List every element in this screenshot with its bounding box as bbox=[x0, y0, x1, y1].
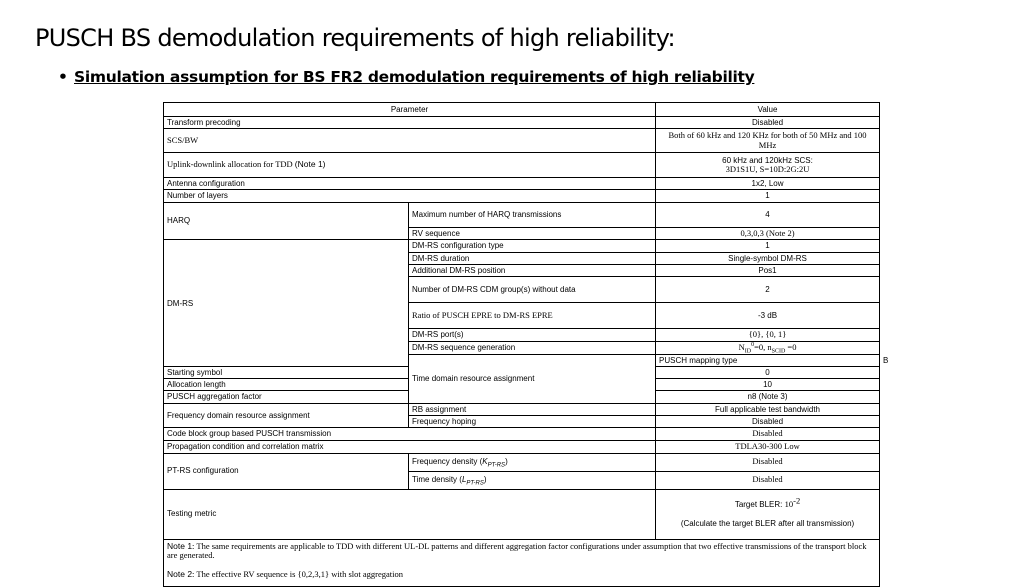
note-1-label: Note 1 bbox=[167, 540, 193, 551]
param-value: Disabled bbox=[656, 471, 880, 489]
param-label bbox=[409, 471, 656, 489]
note-1 bbox=[167, 542, 876, 562]
ptrs-freq-sub: PT-RS bbox=[487, 463, 506, 470]
param-label: PUSCH mapping type bbox=[656, 354, 880, 366]
slide-bullet bbox=[58, 68, 754, 86]
ptrs-freq-k: K bbox=[482, 457, 488, 467]
ptrs-time-text: Time density ( bbox=[412, 475, 462, 485]
bullet-text: Simulation assumption for BS FR2 demodulation requirements of high reliability bbox=[74, 68, 755, 86]
table-notes bbox=[164, 539, 880, 586]
testing-value-line1 bbox=[659, 495, 876, 510]
simulation-assumption-table bbox=[163, 102, 889, 587]
seq-mid: =0, n bbox=[754, 342, 772, 352]
table-row: Time domain resource assignment PUSCH mapping type B bbox=[164, 354, 880, 366]
note-1-text: : The same requirements are applicable to TDD with different UL-DL patterns and different aggregation factor configurations under assumption that two effective transmissions of the transport block are generated. bbox=[167, 540, 867, 561]
param-label: Frequency hoping bbox=[409, 415, 656, 427]
param-value bbox=[656, 153, 880, 178]
param-label: PUSCH aggregation factor bbox=[164, 391, 409, 403]
group-label-tdra: Time domain resource assignment bbox=[409, 354, 656, 403]
ptrs-time-close: ) bbox=[483, 475, 487, 485]
param-value: 10 bbox=[656, 379, 880, 391]
table-row bbox=[164, 489, 880, 539]
param-value: 0,3,0,3 (Note 2) bbox=[656, 227, 880, 240]
group-label-dmrs: DM-RS bbox=[164, 240, 409, 367]
header-parameter: Parameter bbox=[164, 103, 656, 117]
param-label: Additional DM-RS position bbox=[409, 264, 656, 276]
param-value: {0}, {0, 1} bbox=[656, 328, 880, 341]
param-label bbox=[409, 453, 656, 471]
param-value: -3 dB bbox=[656, 302, 880, 328]
param-label: Number of layers bbox=[164, 190, 656, 202]
param-value: Pos1 bbox=[656, 264, 880, 276]
table-row bbox=[164, 117, 880, 129]
param-label: RV sequence bbox=[409, 227, 656, 240]
param-label: Starting symbol bbox=[164, 367, 409, 379]
group-label-ptrs: PT-RS configuration bbox=[164, 453, 409, 489]
param-value: 1x2, Low bbox=[656, 178, 880, 190]
param-label: Ratio of PUSCH EPRE to DM-RS EPRE bbox=[409, 302, 656, 328]
ul-dl-label: Uplink-downlink allocation for TDD bbox=[167, 159, 295, 170]
param-value: Single-symbol DM-RS bbox=[656, 252, 880, 264]
group-label-fdra: Frequency domain resource assignment bbox=[164, 403, 409, 427]
param-value: Disabled bbox=[656, 453, 880, 471]
seq-sub-id: ID bbox=[744, 348, 752, 355]
param-value: 2 bbox=[656, 276, 880, 302]
ptrs-time-l: L bbox=[461, 475, 467, 485]
param-label: DM-RS duration bbox=[409, 252, 656, 264]
table-row bbox=[164, 428, 880, 441]
seq-n: N bbox=[738, 342, 745, 352]
param-label: DM-RS sequence generation bbox=[409, 341, 656, 354]
ul-dl-note: (Note 1) bbox=[294, 159, 326, 170]
param-label: Propagation condition and correlation matrix bbox=[164, 440, 656, 453]
param-value: Disabled bbox=[656, 415, 880, 427]
table-row bbox=[164, 202, 880, 227]
param-value: 1 bbox=[656, 240, 880, 252]
slide-title: PUSCH BS demodulation requirements of high reliability: bbox=[35, 24, 675, 52]
param-label: Transform precoding bbox=[164, 117, 656, 129]
seq-end: =0 bbox=[785, 342, 797, 352]
testing-bler-exp: -2 bbox=[793, 495, 801, 506]
group-label-harq: HARQ bbox=[164, 202, 409, 240]
ptrs-freq-text: Frequency density ( bbox=[412, 457, 483, 467]
param-label: DM-RS configuration type bbox=[409, 240, 656, 252]
table-row bbox=[164, 129, 880, 153]
param-label: SCS/BW bbox=[164, 129, 656, 153]
ul-dl-value-line1: 60 kHz and 120kHz SCS: bbox=[722, 155, 813, 165]
param-value: Full applicable test bandwidth bbox=[656, 403, 880, 415]
param-label: Code block group based PUSCH transmission bbox=[164, 428, 656, 441]
param-value: Disabled bbox=[656, 428, 880, 441]
note-2-text: : The effective RV sequence is {0,2,3,1} with slot aggregation bbox=[192, 569, 404, 580]
ptrs-freq-close: ) bbox=[505, 457, 508, 467]
seq-sub-scid: SCID bbox=[771, 348, 786, 355]
param-value bbox=[656, 489, 880, 539]
param-value: Disabled bbox=[656, 117, 880, 129]
param-value: Both of 60 kHz and 120 KHz for both of 50 MHz and 100 MHz bbox=[656, 129, 880, 153]
ul-dl-value-line2: 3D1S1U, S=10D:2G:2U bbox=[725, 163, 810, 174]
table-row bbox=[164, 190, 880, 202]
param-value: 0 bbox=[656, 367, 880, 379]
testing-bler-base: 10 bbox=[784, 499, 794, 510]
note-2-label: Note 2 bbox=[167, 569, 193, 580]
table-row bbox=[164, 403, 880, 415]
table-row bbox=[164, 453, 880, 471]
param-label: Number of DM-RS CDM group(s) without data bbox=[409, 276, 656, 302]
table-notes-row bbox=[164, 539, 880, 586]
table-row bbox=[164, 178, 880, 190]
param-value bbox=[656, 341, 880, 354]
param-label: Testing metric bbox=[164, 489, 656, 539]
ptrs-time-sub: PT-RS bbox=[466, 481, 484, 488]
table-row bbox=[164, 153, 880, 178]
param-value: TDLA30-300 Low bbox=[656, 440, 880, 453]
note-2 bbox=[167, 570, 876, 580]
table-row bbox=[164, 440, 880, 453]
param-label: Allocation length bbox=[164, 379, 409, 391]
seq-sup: 0 bbox=[751, 342, 755, 349]
param-label: DM-RS port(s) bbox=[409, 328, 656, 341]
param-value: n8 (Note 3) bbox=[656, 391, 880, 403]
table-header-row bbox=[164, 103, 880, 117]
param-label bbox=[164, 153, 656, 178]
param-label: Maximum number of HARQ transmissions bbox=[409, 202, 656, 227]
header-value: Value bbox=[656, 103, 880, 117]
table-row bbox=[164, 240, 880, 252]
param-label: RB assignment bbox=[409, 403, 656, 415]
testing-bler-label: Target BLER: bbox=[734, 500, 785, 510]
param-label: Antenna configuration bbox=[164, 178, 656, 190]
param-value: 4 bbox=[656, 202, 880, 227]
testing-value-line2: (Calculate the target BLER after all transmission) bbox=[680, 518, 855, 528]
bullet-icon: • bbox=[58, 68, 68, 86]
param-value: 1 bbox=[656, 190, 880, 202]
